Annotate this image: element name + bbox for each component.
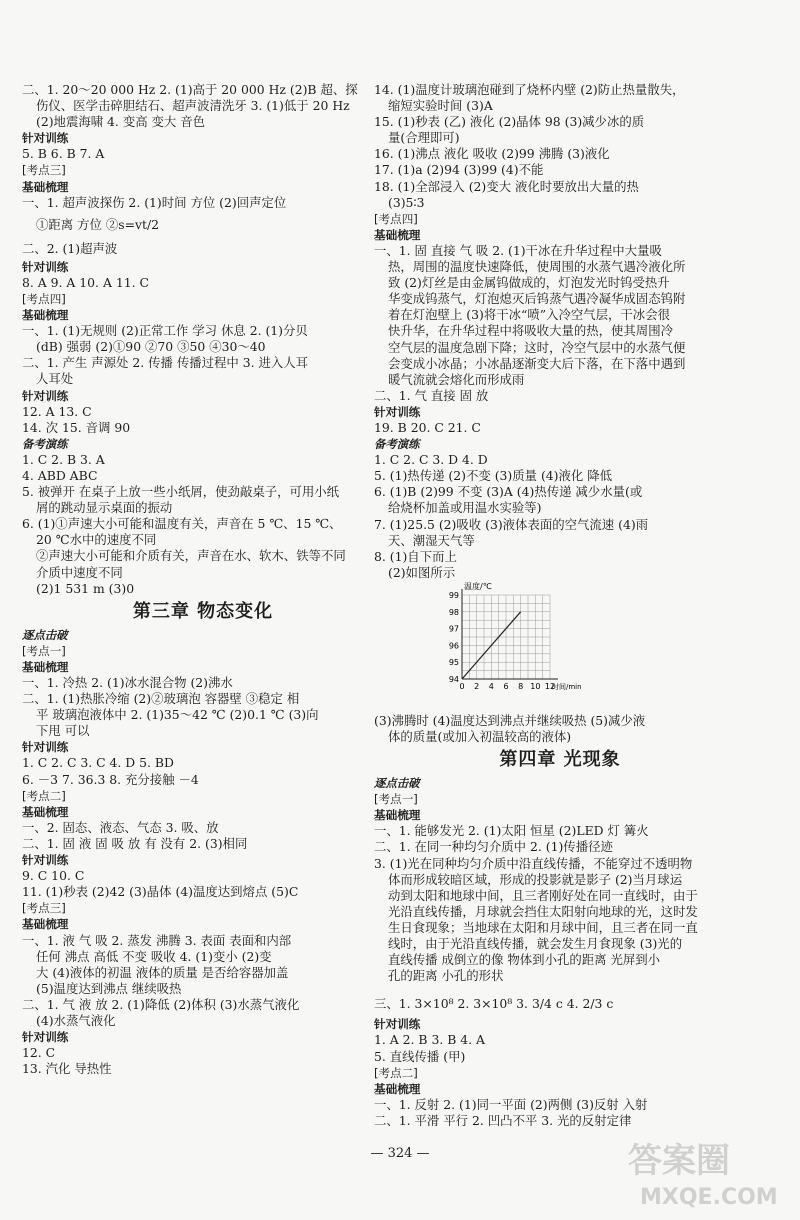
text-line: 4. ABD ABC <box>22 467 98 483</box>
text-line: 1. C 2. C 3. D 4. D <box>374 452 488 468</box>
section-heading: 基础梳理 <box>22 917 69 932</box>
text-line: 暖气流就会熔化而形成雨 <box>388 371 525 387</box>
text-line: 12. A 13. C <box>22 403 92 419</box>
topic-label: [考点四] <box>374 211 418 226</box>
topic-label: [考点三] <box>22 163 66 178</box>
text-line: 会变成小冰晶；小冰晶逐渐变大后下落，在下落中遇到 <box>388 355 686 371</box>
x-tick-label: 6 <box>503 681 509 691</box>
section-heading: 针对训练 <box>22 853 69 868</box>
section-heading: 针对训练 <box>22 259 69 274</box>
text-line: 13. 汽化 导热性 <box>22 1061 112 1077</box>
text-line: 快升华，在升华过程中将吸收大量的热，使其周围冷 <box>388 323 673 339</box>
section-heading: 基础梳理 <box>374 1081 421 1096</box>
text-line: 平 玻璃泡液体中 2. (1)35～42 ℃ (2)0.1 ℃ (3)向 <box>36 707 319 723</box>
text-line: 二、1. 产生 声源处 2. 传播 传播过程中 3. 进入人耳 <box>22 355 309 371</box>
y-axis-label: 温度/℃ <box>464 581 492 591</box>
text-line: 生日食现象；当地球在太阳和月球中间，且三者在同一直 <box>388 919 698 935</box>
text-line: 一、1. 反射 2. (1)同一平面 (2)两侧 (3)反射 入射 <box>374 1096 648 1112</box>
section-heading: 逐点击破 <box>374 776 420 791</box>
x-tick-label: 12 <box>544 681 556 691</box>
right-column <box>374 82 746 1129</box>
section-heading: 针对训练 <box>374 1017 421 1032</box>
topic-label: [考点一] <box>374 792 418 807</box>
section-heading: 逐点击破 <box>22 627 68 642</box>
page-number: — 324 — <box>370 1146 430 1161</box>
text-line: 9. C 10. C <box>22 868 85 884</box>
x-tick-label: 2 <box>474 681 480 691</box>
text-line: 大 (4)液体的初温 液体的质量 是否给容器加盖 <box>36 964 289 980</box>
text-line: 15. (1)秒表 (乙) 液化 (2)晶体 98 (3)减少冰的质 <box>374 114 645 130</box>
x-tick-label: 0 <box>459 681 465 691</box>
text-line: 下甩 可以 <box>36 723 90 739</box>
text-line: 11. (1)秒表 (2)42 (3)晶体 (4)温度达到熔点 (5)C <box>22 884 299 900</box>
text-line: 动到太阳和地球中间，且三者刚好处在同一直线时，由于 <box>388 887 698 903</box>
text-line: (dB) 强弱 (2)①90 ②70 ③50 ④30～40 <box>36 339 266 355</box>
text-line: (2)地震海啸 4. 变高 变大 音色 <box>36 114 206 130</box>
text-line: 5. B 6. B 7. A <box>22 146 105 162</box>
text-line: 7. (1)25.5 (2)吸收 (3)液体表面的空气流速 (4)雨 <box>374 516 649 532</box>
text-line: 1. C 2. B 3. A <box>22 451 105 467</box>
text-line: 18. (1)全部浸入 (2)变大 液化时要放出大量的热 <box>374 178 639 194</box>
text-line: 屑的跳动显示桌面的振动 <box>36 500 173 516</box>
text-line: 三、1. 3×10⁸ 2. 3×10⁸ 3. 3/4 c 4. 2/3 c <box>374 996 614 1012</box>
section-heading: 针对训练 <box>22 740 69 755</box>
temperature-chart-svg <box>434 581 582 711</box>
section-heading: 基础梳理 <box>22 179 69 194</box>
text-line: 一、1. (1)无规则 (2)正常工作 学习 休息 2. (1)分贝 <box>22 323 308 339</box>
x-tick-label: 4 <box>488 681 494 691</box>
text-line: 线时，由于光沿直线传播，就会发生月食现象 (3)光的 <box>388 936 683 952</box>
watermark-url: MXQE.COM <box>640 1185 778 1210</box>
text-line: 一、1. 超声波探伤 2. (1)时间 方位 (2)回声定位 <box>22 194 287 210</box>
text-line: 华变成钨蒸气，灯泡熄灭后钨蒸气遇冷凝华成固态钨附 <box>388 291 686 307</box>
text-line: 8. A 9. A 10. A 11. C <box>22 274 149 290</box>
text-line: 14. (1)温度计玻璃泡碰到了烧杯内壁 (2)防止热量散失， <box>374 82 685 97</box>
section-heading: 基础梳理 <box>22 804 69 819</box>
text-line: 1. A 2. B 3. B 4. A <box>374 1032 485 1048</box>
text-line: (5)温度达到沸点 继续吸热 <box>36 980 182 996</box>
text-line: 一、1. 液 气 吸 2. 蒸发 沸腾 3. 表面 表面和内部 <box>22 932 292 948</box>
chapter-title: 第四章 光现象 <box>499 749 621 771</box>
text-line: 5. 直线传播 (甲) <box>374 1048 466 1064</box>
topic-label: [考点二] <box>374 1065 418 1080</box>
text-line: 空气层的温度急剧下降；这时，冷空气层中的水蒸气便 <box>388 339 686 355</box>
y-tick-label: 96 <box>448 641 459 651</box>
text-line: 伤仪、医学击碎胆结石、超声波清洗牙 3. (1)低于 20 Hz <box>36 98 350 114</box>
y-tick-label: 94 <box>448 674 459 684</box>
topic-label: [考点一] <box>22 643 66 658</box>
text-line: (3)沸腾时 (4)温度达到沸点并继续吸热 (5)减少液 <box>374 712 646 728</box>
section-heading: 针对训练 <box>22 1030 69 1045</box>
topic-label: [考点四] <box>22 291 66 306</box>
watermark-text: 答案圈 <box>628 1141 730 1181</box>
text-line: 6. (1)B (2)99 不变 (3)A (4)热传递 减少水量(或 <box>374 484 643 500</box>
text-line: 6. －3 7. 36.3 8. 充分接触 －4 <box>22 771 199 787</box>
text-line: 着在灯泡壁上 (3)将干冰“喷”入冷空气层，干冰会很 <box>388 307 670 323</box>
topic-label: [考点二] <box>22 788 66 803</box>
text-line: 二、2. (1)超声波 <box>22 240 118 256</box>
section-heading: 备考演练 <box>374 437 420 452</box>
text-line: 缩短实验时间 (3)A <box>388 98 493 114</box>
text-line: 天、潮湿天气等 <box>388 532 475 548</box>
text-line: 1. C 2. C 3. C 4. D 5. BD <box>22 755 174 771</box>
section-heading: 基础梳理 <box>22 659 69 674</box>
section-heading: 基础梳理 <box>22 308 69 323</box>
text-line: ②声速大小可能和介质有关，声音在水、软木、铁等不同 <box>36 548 346 564</box>
text-line: 一、1. 固 直接 气 吸 2. (1)干冰在升华过程中大量吸 <box>374 242 662 258</box>
text-line: (2)如图所示 <box>388 564 456 580</box>
y-tick-label: 97 <box>448 624 459 634</box>
section-heading: 备考演练 <box>22 436 68 451</box>
text-line: 二、1. 平滑 平行 2. 凹凸不平 3. 光的反射定律 <box>374 1112 632 1128</box>
text-line: 量(合理即可) <box>388 130 460 146</box>
temperature-chart <box>434 581 746 713</box>
text-line: ①距离 方位 ②s=vt/2 <box>36 216 159 232</box>
text-line: 致 (2)灯丝是由金属钨做成的，灯泡发光时钨受热升 <box>388 275 670 291</box>
text-line: 二、1. 在同一种均匀介质中 2. (1)传播径迹 <box>374 839 613 855</box>
text-line: 12. C <box>22 1045 56 1061</box>
text-line: 17. (1)a (2)94 (3)99 (4)不能 <box>374 162 544 178</box>
y-tick-label: 98 <box>448 607 459 617</box>
text-line: 一、2. 固态、液态、气态 3. 吸、放 <box>22 819 219 835</box>
text-line: 热，周围的温度快速降低，使周围的水蒸气遇冷液化所 <box>388 259 686 275</box>
text-line: 20 ℃水中的速度不同 <box>36 532 157 548</box>
text-line: 体的质量(或加入初温较高的液体) <box>388 729 572 744</box>
text-line: 体而形成较暗区域，形成的投影就是影子 (2)当月球运 <box>388 871 683 887</box>
section-heading: 针对训练 <box>22 131 69 146</box>
topic-label: [考点三] <box>22 901 66 916</box>
x-tick-label: 10 <box>530 681 541 691</box>
text-line: 二、1. 气 液 放 2. (1)降低 (2)体积 (3)水蒸气液化 <box>22 996 300 1012</box>
text-line: 人耳处 <box>36 371 74 387</box>
text-line: 一、1. 能够发光 2. (1)太阳 恒星 (2)LED 灯 篝火 <box>374 823 649 839</box>
text-line: 二、1. 固 液 固 吸 放 有 没有 2. (3)相同 <box>22 835 248 851</box>
text-line: 孔的距离 小孔的形状 <box>388 968 504 984</box>
y-tick-label: 99 <box>448 590 459 600</box>
text-line: 5. (1)热传递 (2)不变 (3)质量 (4)液化 降低 <box>374 468 613 484</box>
text-line: 介质中速度不同 <box>36 564 123 580</box>
text-line: 14. 次 15. 音调 90 <box>22 419 131 435</box>
left-column <box>22 82 384 1077</box>
text-line: (3)5∶3 <box>388 194 425 210</box>
text-line: (2)1 531 m (3)0 <box>36 580 135 596</box>
text-line: 6. (1)①声速大小可能和温度有关，声音在 5 ℃、15 ℃、 <box>22 516 342 532</box>
section-heading: 针对训练 <box>374 404 421 419</box>
y-tick-label: 95 <box>448 658 459 668</box>
text-line: 16. (1)沸点 液化 吸收 (2)99 沸腾 (3)液化 <box>374 146 610 162</box>
text-line: (4)水蒸气液化 <box>36 1012 116 1028</box>
x-tick-label: 8 <box>518 681 524 691</box>
text-line: 19. B 20. C 21. C <box>374 419 481 435</box>
text-line: 二、1. 气 直接 固 放 <box>374 387 489 403</box>
text-line: 直线传播 成倒立的像 物体到小孔的距离 光屏到小 <box>388 952 661 968</box>
text-line: 二、1. 20～20 000 Hz 2. (1)高于 20 000 Hz (2)B 超、探 <box>22 82 358 97</box>
chapter-title: 第三章 物态变化 <box>132 600 274 622</box>
text-line: 光沿直线传播，月球就会挡住太阳射向地球的光，这时发 <box>388 903 698 919</box>
watermark-logo <box>620 1132 790 1212</box>
text-line: 任何 沸点 高低 不变 吸收 4. (1)变小 (2)变 <box>36 948 272 964</box>
x-axis-label: 时间/min <box>552 682 582 691</box>
text-line: 3. (1)光在同种均匀介质中沿直线传播，不能穿过不透明物 <box>374 855 693 871</box>
section-heading: 针对训练 <box>22 388 69 403</box>
text-line: 一、1. 冷热 2. (1)冰水混合物 (2)沸水 <box>22 675 233 690</box>
text-line: 给烧杯加盖或用温水实验等) <box>388 500 542 516</box>
section-heading: 基础梳理 <box>374 227 421 242</box>
section-heading: 基础梳理 <box>374 808 421 823</box>
text-line: 5. 被弹开 在桌子上放一些小纸屑，使劲敲桌子，可用小纸 <box>22 484 340 500</box>
text-line: 8. (1)自下而上 <box>374 548 457 564</box>
text-line: 二、1. (1)热胀冷缩 (2)②玻璃泡 容器壁 ③稳定 相 <box>22 691 300 707</box>
